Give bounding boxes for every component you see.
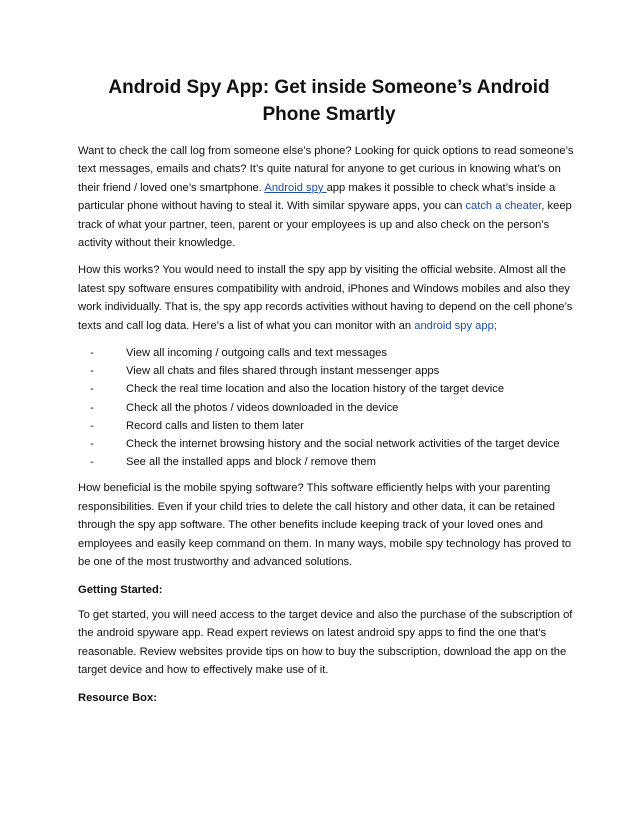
android-spy-link[interactable]: Android spy [264,181,327,194]
list-item [90,417,580,435]
list-item-text: Check the real time location and also the location history of the target device [126,383,505,396]
intro-paragraph [78,142,580,252]
benefits-paragraph: How beneficial is the mobile spying software? This software efficiently helps with your parenting responsibilities. Even if your child tries to delete the call history and other data, it can be retained through the spy app software. The other benefits include keeping track of your loved ones and employees and easily keep command on them. In many ways, mobile spy technology has proved to be one of the most trustworthy and advanced solutions. [78,482,572,569]
list-item [90,380,580,398]
page-title: Android Spy App: Get inside Someone’s Android Phone Smartly [108,77,550,125]
bullet-dash: - [90,383,94,396]
intro-text-middle: app makes it possible to check what’s inside a particular phone without having to steal it. With similar spyware apps, you can [78,181,556,213]
list-item [90,453,580,471]
bullet-dash: - [90,456,94,469]
how-it-works-text: How this works? You would need to install the spy app by visiting the official website. Almost all the latest spy software ensures compatibility with android, iPhones and Windows mobiles and also they work individually. That is, the spy app records activities without having to depend on the cell phone’s texts and call log data. Here’s a list of what you can monitor with an [78,264,573,332]
getting-started-heading: Getting Started: [78,583,163,596]
list-item-text: View all incoming / outgoing calls and text messages [126,347,387,360]
list-item [90,362,580,380]
bullet-dash: - [90,401,94,414]
how-it-works-paragraph [78,261,580,335]
list-item [90,344,580,362]
list-item-text: View all chats and files shared through instant messenger apps [126,365,440,378]
list-item-text: Check the internet browsing history and the social network activities of the target device [126,438,560,451]
monitor-features-list [78,344,580,471]
list-item-text: See all the installed apps and block / remove them [126,456,376,469]
bullet-dash: - [90,365,94,378]
bullet-dash: - [90,438,94,451]
list-item [90,399,580,417]
list-item [90,435,580,453]
bullet-dash: - [90,347,94,360]
intro-text-end: , keep track of what your partner, teen, parent or your employees is up and also check on the person’s activity without their knowledge. [78,200,572,250]
resource-box-heading: Resource Box: [78,691,157,704]
getting-started-paragraph: To get started, you will need access to the target device and also the purchase of the subscription of the android spyware app. Read expert reviews on latest android spy apps to find the one that’s reasonable. Review websites provide tips on how to buy the subscription, download the app on the target device and how to effectively make use of it. [78,608,573,677]
catch-a-cheater-link[interactable]: catch a cheater [465,200,542,213]
intro-text-start: Want to check the call log from someone else’s phone? Looking for quick options to read someone’s text messages, emails and chats? It’s quite natural for anyone to get curious in knowing what’s on their friend / loved one’s smartphone. [78,145,574,194]
list-item-text: Check all the photos / videos downloaded in the device [126,401,399,414]
bullet-dash: - [90,419,94,432]
android-spy-app-link[interactable]: android spy app; [414,319,497,332]
list-item-text: Record calls and listen to them later [126,419,304,432]
